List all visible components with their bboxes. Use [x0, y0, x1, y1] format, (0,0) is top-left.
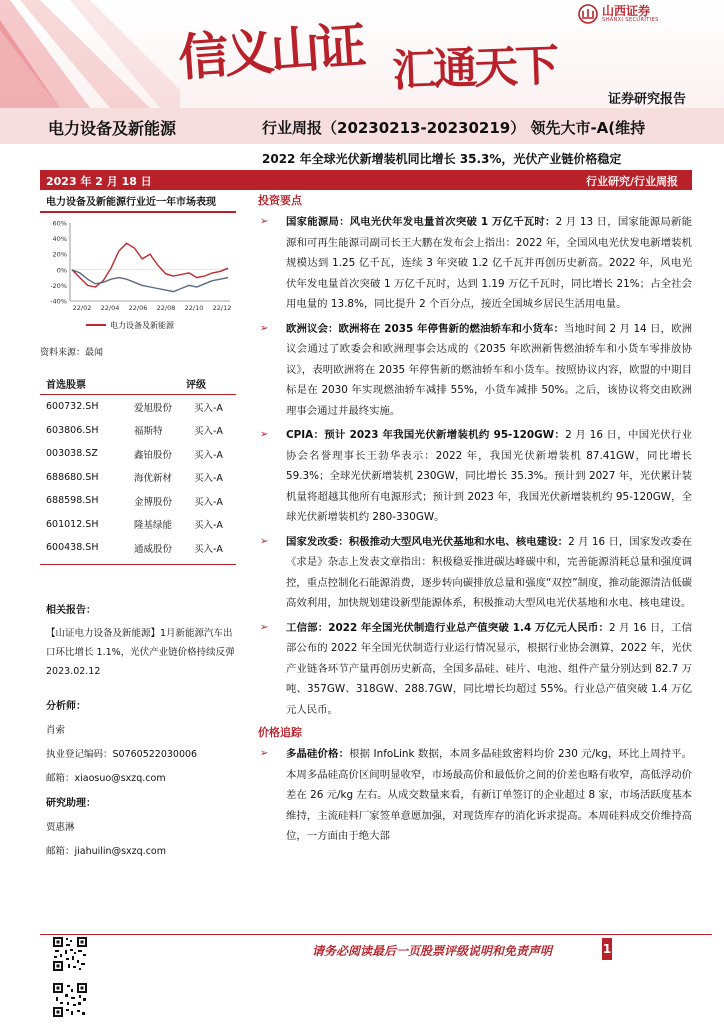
company-logo — [578, 4, 659, 24]
arrow-bullet-icon: ➢ — [260, 535, 269, 547]
stocks-header-name: 首选股票 — [46, 380, 86, 391]
title-bar — [0, 108, 724, 144]
stock-name: 海优新材 — [134, 473, 173, 485]
stocks-table-divider — [40, 564, 236, 565]
stock-name: 福斯特 — [134, 426, 163, 438]
report-title: 行业周报（20230213-20230219） 领先大市-A(维持 — [262, 119, 646, 137]
analyst-email[interactable]: 邮箱：xiaosuo@sxzq.com — [46, 772, 166, 784]
slogan-primary: 信义山证 — [176, 15, 365, 88]
stock-code: 003038.SZ — [46, 448, 98, 460]
bullet-body: 根据 InfoLink 数据，本周多晶硅致密料均价 230 元/kg，环比上周持平。本周多晶硅高价区间明显收窄，市场最高价和最低价之间的价差也略有收窄，高低浮动价差在 26 元/kg 左右。从成交数量来看，有新订单签订的企业超过 8 家，市场活跃度基本维持，主流硅料厂家签单意愿加强，对现货库存的消化诉求提高。本周硅料成交价维持高位，一方面由于绝大部 — [286, 748, 693, 842]
table-row — [40, 419, 236, 443]
stock-code: 603806.SH — [46, 424, 99, 436]
arrow-bullet-icon: ➢ — [260, 429, 269, 440]
stock-code: 600732.SH — [46, 401, 99, 413]
footer-divider — [40, 934, 712, 935]
bullet-title: CPIA：预计 2023 年我国光伏新增装机约 95-120GW： — [286, 429, 566, 441]
bullet-body: 2 月 13 日，国家能源局新能源和可再生能源司副司长王大鹏在发布会上指出：2022 年，全国风电光伏发电新增装机规模达到 1.25 亿千瓦，连续 3 年突破 1.2 亿千瓦并再创历史新高。2022 年，风电光伏年发电量首次突破 1 万亿千瓦时，达到 1.19 万亿千瓦时，同比增长 21%；占全社会用电量的 13.8%，同比提升 2 个百分点，接近全国城乡居民生活用电量。 — [286, 216, 692, 310]
chart-heading: 电力设备及新能源行业近一年市场表现 — [40, 190, 236, 213]
disclaimer-text: 请务必阅读最后一页股票评级说明和免责声明 — [312, 944, 553, 958]
stock-rating: 买入-A — [194, 473, 223, 485]
bullet-title: 国家能源局：风电光伏年发电量首次突破 1 万亿千瓦时： — [286, 216, 556, 228]
bullet-title: 国家发改委：积极推动大型风电光伏基地和水电、核电建设： — [286, 535, 569, 548]
bullet-item — [258, 744, 692, 847]
chart-y-tick-label: 0% — [56, 266, 67, 275]
chart-x-tick-label: 22/04 — [100, 304, 120, 312]
chart-x-tick-label: 22/06 — [128, 304, 148, 312]
chart-x-tick-label: 22/12 — [212, 304, 232, 312]
report-category: 行业研究/行业周报 — [585, 175, 678, 188]
sector-title: 电力设备及新能源 — [48, 119, 177, 138]
stocks-header-rating: 评级 — [186, 380, 206, 391]
logo-mark-icon — [578, 4, 598, 24]
stock-rating: 买入-A — [194, 520, 223, 532]
logo-text-en: SHANXI SECURITIES — [602, 17, 659, 23]
stock-code: 601012.SH — [46, 518, 99, 530]
stock-code: 600438.SH — [46, 542, 99, 554]
stock-name: 金博股份 — [134, 496, 173, 508]
section-price-tracking: 价格追踪 — [258, 726, 302, 739]
page-number: 1 — [602, 938, 612, 960]
stocks-table — [40, 395, 236, 560]
chart-y-tick-label: 20% — [52, 250, 67, 259]
bullet-item — [258, 618, 692, 721]
stock-rating: 买入-A — [194, 449, 223, 461]
section-investment-highlights: 投资要点 — [258, 194, 302, 207]
stock-rating: 买入-A — [194, 543, 223, 555]
assistant-name: 贾惠淋 — [46, 821, 75, 833]
stock-name: 隆基绿能 — [134, 520, 173, 532]
chart-y-tick-label: 40% — [52, 235, 67, 244]
table-row — [40, 466, 236, 490]
bullet-body: 2 月 16 日，中国光伏行业协会名誉理事长王勃华表示：2022 年，我国光伏新增装机 87.41GW，同比增长 59.3%；全球光伏新增装机 230GW，同比增长 35.3%。预计到 2027 年，光伏累计装机量将超越其他所有电源形式；预计到 2023 年，我国光伏新增装机约 95-120GW，全球光伏新增装机约 280-330GW。 — [286, 429, 692, 523]
banner-pattern — [0, 0, 180, 108]
bullet-item — [258, 425, 692, 528]
bullet-body: 2 月 16 日，国家发改委在《求是》杂志上发表文章指出：积极稳妥推进碳达峰碳中和，完善能源消耗总量和强度调控，重点控制化石能源消费，逐步转向碳排放总量和强度“双控”制度，推动能源清洁低碳高效利用，加快规划建设新型能源体系，积极推动大型风电光伏基地和水电、核电建设。 — [286, 535, 692, 609]
left-sidebar — [40, 190, 236, 857]
date-bar — [40, 170, 692, 190]
table-row — [40, 489, 236, 513]
stock-rating: 买入-A — [194, 496, 223, 508]
bullet-item — [258, 212, 692, 315]
main-content — [258, 192, 692, 847]
table-row — [40, 442, 236, 466]
performance-chart-svg — [40, 213, 236, 333]
analyst-cert: 执业登记编码：S0760522030006 — [46, 748, 198, 760]
analyst-label: 分析师： — [46, 700, 86, 712]
assistant-label: 研究助理： — [46, 797, 96, 809]
stock-code: 688598.SH — [46, 495, 99, 507]
chart-series-line — [72, 243, 228, 287]
stock-name: 鑫铂股份 — [134, 449, 173, 461]
related-reports-label: 相关报告： — [46, 604, 96, 616]
bullet-item — [258, 319, 692, 422]
bullet-title: 工信部：2022 年全国光伏制造行业总产值突破 1.4 万亿元人民币： — [286, 621, 610, 634]
arrow-bullet-icon: ➢ — [260, 322, 269, 334]
stock-name: 爱旭股份 — [134, 402, 173, 414]
qr-code-icon — [52, 982, 88, 1018]
chart-y-tick-label: 60% — [52, 219, 67, 228]
stock-rating: 买入-A — [194, 426, 223, 438]
logo-text-cn: 山西证券 — [602, 4, 651, 18]
bullet-title: 欧洲议会：欧洲将在 2035 年停售新的燃油轿车和小货车： — [286, 322, 565, 335]
chart-y-tick-label: -20% — [50, 281, 67, 290]
assistant-email[interactable]: 邮箱：jiahuilin@sxzq.com — [46, 845, 166, 857]
chart-y-tick-label: -40% — [50, 297, 67, 306]
chart-x-tick-label: 22/08 — [156, 304, 176, 312]
stock-name: 通威股份 — [134, 543, 173, 555]
arrow-bullet-icon: ➢ — [260, 216, 269, 227]
report-date: 2023 年 2 月 18 日 — [46, 175, 152, 188]
bullet-title: 多晶硅价格： — [286, 748, 350, 760]
bullet-item — [258, 532, 692, 614]
slogan-secondary: 汇通天下 — [391, 40, 557, 97]
stock-rating: 买入-A — [194, 402, 223, 414]
table-row — [40, 513, 236, 537]
analyst-name: 肖索 — [46, 724, 66, 736]
report-type: 证券研究报告 — [607, 92, 686, 107]
chart-x-tick-label: 22/10 — [184, 304, 204, 312]
arrow-bullet-icon: ➢ — [260, 621, 269, 633]
report-subtitle: 2022 年全球光伏新增装机同比增长 35.3%，光伏产业链价格稳定 — [262, 152, 622, 166]
arrow-bullet-icon: ➢ — [260, 748, 269, 759]
chart-legend-label: 电力设备及新能源 — [110, 321, 174, 330]
stock-code: 688680.SH — [46, 471, 99, 483]
bullet-body: 2 月 16 日，工信部公布的 2022 年全国光伏制造行业运行情况显示，根据行业协会测算，2022 年，光伏产业链各环节产量再创历史新高，全国多晶硅、硅片、电池、组件产量分别达到 82.7 万吨、357GW、318GW、288.7GW，同比增长均超过 55%。行业总产值突破 1.4 万亿元人民币。 — [286, 621, 692, 716]
header-banner — [0, 0, 724, 108]
performance-chart — [40, 213, 236, 333]
chart-source: 资料来源：最闻 — [40, 348, 104, 358]
qr-code-icon — [52, 936, 88, 972]
chart-series-line — [72, 270, 228, 292]
chart-x-tick-label: 22/02 — [72, 304, 92, 312]
table-row — [40, 395, 236, 419]
table-row — [40, 536, 236, 560]
bullet-body: 当地时间 2 月 14 日，欧洲议会通过了欧委会和欧洲理事会达成的《2035 年欧洲新售燃油轿车和小货车零排放协议》，表明欧洲将在 2035 年停售新的燃油轿车和小货车。按照协议内容，欧盟的中期目标是在 2030 年实现燃油轿车减排 55%，小货车减排 50%。之后，该协议将交由欧洲理事会通过并最终实施。 — [286, 322, 692, 417]
stocks-table-header — [40, 376, 236, 395]
related-report-link[interactable]: 【山证电力设备及新能源】1月新能源汽车出口环比增长 1.1%，光伏产业链价格持续反弹 2023.02.12 — [46, 627, 235, 677]
